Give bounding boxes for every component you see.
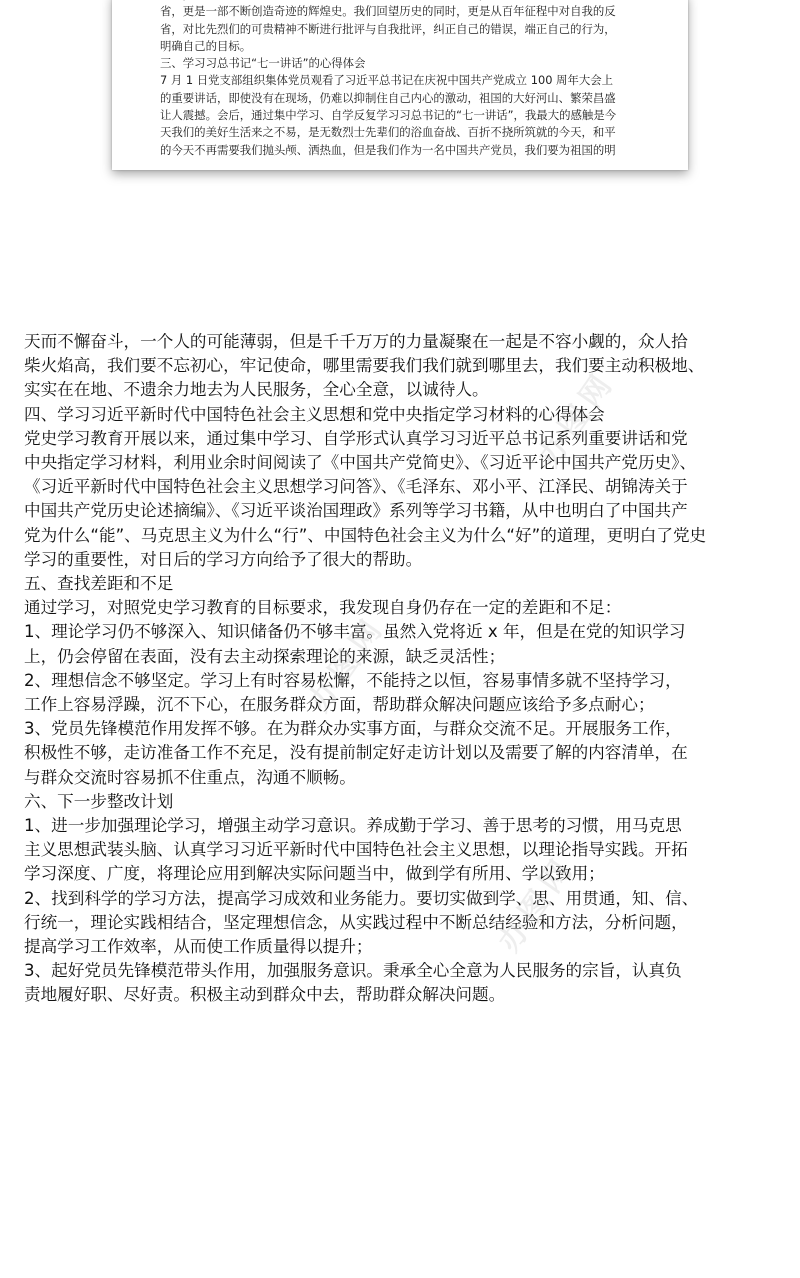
section-heading-4: 四、学习习近平新时代中国特色社会主义思想和党中央指定学习材料的心得体会 [24,404,605,424]
document-body [24,330,784,1008]
body-line: 积极性不够，走访准备工作不充足，没有提前制定好走访计划以及需要了解的内容清单，在 [24,743,688,763]
page-preview-card [112,0,688,170]
body-line: 通过学习，对照党史学习教育的目标要求，我发现自身仍存在一定的差距和不足： [24,598,622,618]
body-line: 工作上容易浮躁，沉不下心，在服务群众方面，帮助群众解决问题应该给予多点耐心； [24,695,655,715]
body-line: 提高学习工作效率，从而使工作质量得以提升； [24,937,373,957]
body-line: 责地履好职、尽好责。积极主动到群众中去，帮助群众解决问题。 [24,985,506,1005]
preview-line: 让人震撼。会后，通过集中学习、自学反复学习习总书记的“七一讲话”，我最大的感触是今 [160,108,617,123]
watermark: 办图网 [301,609,393,719]
body-line: 上，仍会停留在表面，没有去主动探索理论的来源，缺乏灵活性； [24,646,506,666]
body-line: 党史学习教育开展以来，通过集中学习、自学形式认真学习习近平总书记系列重要讲话和党 [24,428,688,448]
preview-line: 省，对比先烈们的可贵精神不断进行批评与自我批评，纠正自己的错误，端正自己的行为， [160,21,616,36]
preview-line: 天我们的美好生活来之不易，是无数烈士先辈们的浴血奋战、百折不挠所筑就的今天，和平 [160,125,616,140]
body-line: 中国共产党历史论述摘编》、《习近平谈治国理政》系列等学习书籍，从中也明白了中国共产 [24,501,688,521]
body-line: 学习深度、广度，将理论应用到解决实际问题当中，做到学有所用、学以致用； [24,864,605,884]
body-line: 实实在在地、不遗余力地去为人民服务，全心全意，以诚待人。 [24,380,489,400]
watermark: 办图网 [531,364,623,474]
body-line: 学习的重要性，对日后的学习方向给予了很大的帮助。 [24,549,423,569]
section-heading-5: 五、查找差距和不足 [24,574,174,594]
body-line: 《习近平新时代中国特色社会主义思想学习问答》、《毛泽东、邓小平、江泽民、胡锦涛关于 [24,477,688,497]
preview-line: 省，更是一部不断创造奇迹的辉煌史。我们回望历史的同时，更是从百年征程中对自我的反 [160,4,616,19]
body-line: 2、理想信念不够坚定。学习上有时容易松懈，不能持之以恒，容易事情多就不坚持学习， [24,670,682,690]
body-line: 党为什么“能”、马克思主义为什么“行”、中国特色社会主义为什么“好”的道理，更明白了党史 [24,525,707,545]
body-line: 柴火焰高，我们要不忘初心，牢记使命，哪里需要我们我们就到哪里去，我们要主动积极地、 [24,356,705,376]
preview-text-block [160,0,648,159]
body-line: 2、找到科学的学习方法，提高学习成效和业务能力。要切实做到学、思、用贯通，知、信、 [24,888,699,908]
body-line: 主义思想武装头脑、认真学习习近平新时代中国特色社会主义思想，以理论指导实践。开拓 [24,840,688,860]
preview-line: 的重要讲话，即使没有在现场，仍难以抑制住自己内心的激动，祖国的大好河山、繁荣昌盛 [160,90,616,105]
preview-line: 的今天不再需要我们抛头颅、洒热血，但是我们作为一名中国共产党员，我们要为祖国的明 [160,142,616,157]
body-line: 与群众交流时容易抓不住重点，沟通不顺畅。 [24,767,356,787]
section-heading-6: 六、下一步整改计划 [24,791,174,811]
body-line: 行统一，理论实践相结合，坚定理想信念，从实践过程中不断总结经验和方法，分析问题， [24,912,688,932]
body-line: 天而不懈奋斗，一个人的可能薄弱，但是千千万万的力量凝聚在一起是不容小觑的，众人拾 [24,332,688,351]
body-line: 3、党员先锋模范作用发挥不够。在为群众办实事方面，与群众交流不足。开展服务工作， [24,719,682,739]
body-line: 3、起好党员先锋模范带头作用，加强服务意识。秉承全心全意为人民服务的宗旨，认真负 [24,961,682,981]
body-line: 中央指定学习材料，利用业余时间阅读了《中国共产党简史》、《习近平论中国共产党历史》、 [24,453,697,473]
body-line: 1、进一步加强理论学习，增强主动学习意识。养成勤于学习、善于思考的习惯，用马克思 [24,816,682,836]
preview-line: 7 月 1 日党支部组织集体党员观看了习近平总书记在庆祝中国共产党成立 100 周年大会上 [160,73,614,88]
body-line: 1、理论学习仍不够深入、知识储备仍不够丰富。虽然入党将近 x 年，但是在党的知识学习 [24,622,686,642]
watermark: 办图网 [491,849,583,959]
preview-line: 明确自己的目标。 [160,38,252,53]
preview-heading: 三、学习习总书记“七一讲话”的心得体会 [160,56,366,71]
